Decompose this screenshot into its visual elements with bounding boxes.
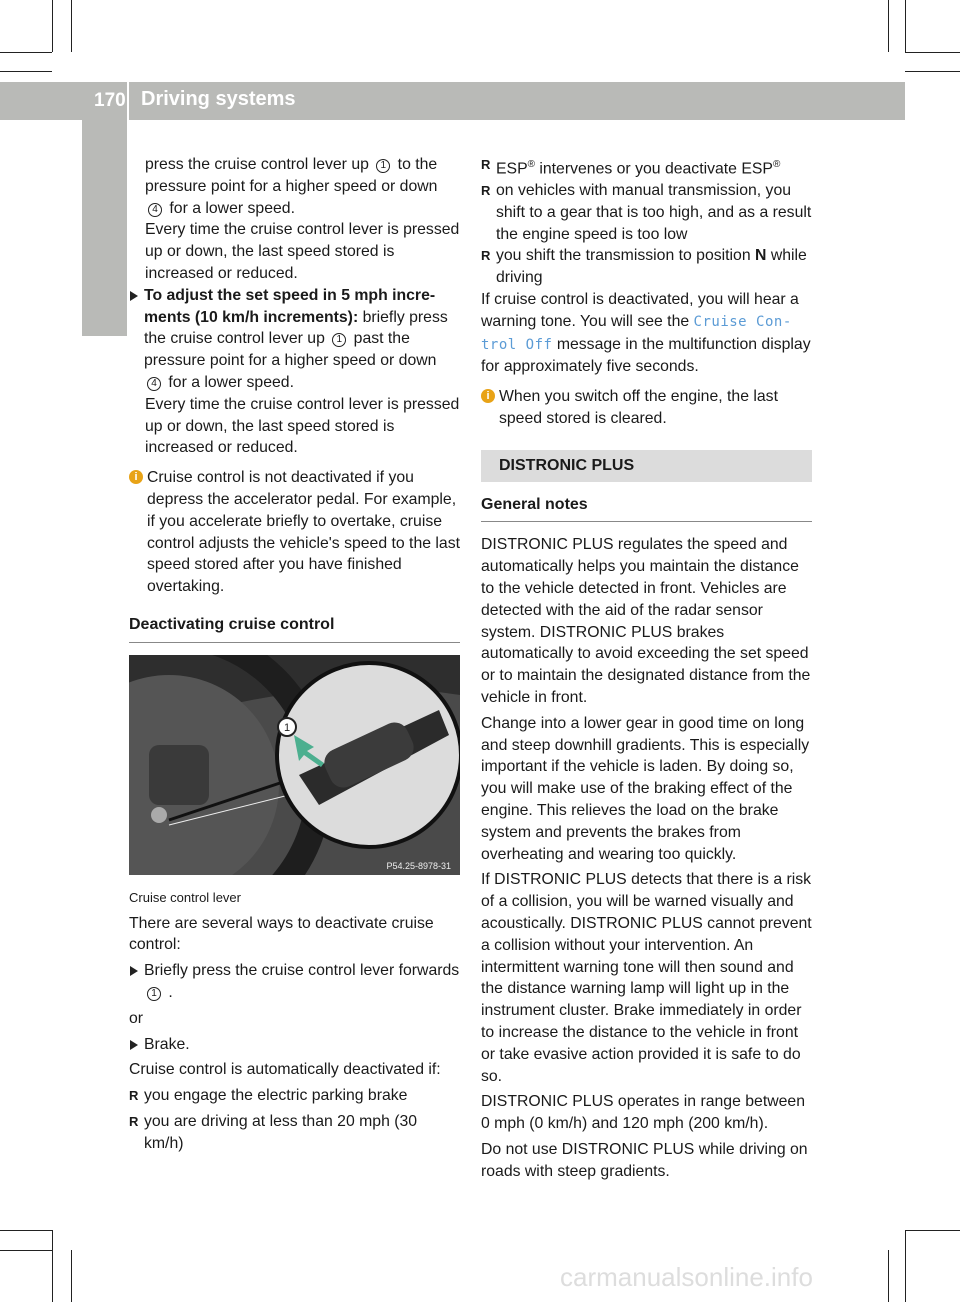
step-item: Brake.	[129, 1034, 460, 1056]
crop-mark	[71, 1250, 72, 1302]
crop-mark	[0, 52, 52, 53]
watermark: carmanualsonline.info	[560, 1262, 813, 1292]
list-item: R you shift the transmission to position N while driving	[481, 245, 812, 289]
right-column	[481, 154, 812, 1183]
callout-marker: 1	[376, 159, 390, 173]
paragraph: There are several ways to deactivate cruise control:	[129, 914, 434, 954]
side-tab-label: Driving and parking	[85, 340, 106, 519]
figure-callout: 1	[283, 721, 291, 734]
figure-caption: Cruise control lever	[129, 889, 241, 905]
crop-mark	[52, 1230, 53, 1302]
crop-mark	[0, 1230, 52, 1231]
paragraph: press the cruise control lever up 1 to the pressure point for a higher speed or down 4 for a lower speed.	[145, 156, 438, 217]
left-column	[129, 154, 460, 1155]
crop-mark	[71, 0, 72, 52]
cruise-control-lever-figure	[129, 655, 460, 875]
paragraph: Do not use DISTRONIC PLUS while driving on roads with steep gradients.	[481, 1140, 808, 1180]
step-item: To adjust the set speed in 5 mph increments (10 km/h increments): briefly press the cruise control lever up 1 past the pressure point for a higher speed or down 4 for a lower speed.	[129, 285, 460, 394]
paragraph: DISTRONIC PLUS regulates the speed and automatically helps you maintain the distance to the vehicle detected in front. Vehicles are detected with the aid of the radar sensor system. DISTRONIC PLUS brakes automatically to avoid exceeding the set speed or to maintain the designated distance from the vehicle in front.	[481, 536, 811, 706]
list-item: R you are driving at less than 20 mph (30 km/h)	[129, 1111, 460, 1155]
crop-mark	[52, 0, 53, 52]
callout-marker: 1	[332, 333, 346, 347]
info-note: i When you switch off the engine, the last speed stored is cleared.	[481, 386, 812, 430]
paragraph: If cruise control is deactivated, you will hear a warning tone. You will see the Cruise Control Off message in the multifunction display for approximately five seconds.	[481, 291, 811, 376]
list-item: R you engage the electric parking brake	[129, 1085, 460, 1107]
paragraph: Change into a lower gear in good time on long and steep downhill gradients. This is especially important if the vehicle is laden. By doing so, you will make use of the braking effect of the engine. This relieves the load on the brake system and prevents the brakes from overheating and wearing too quickly.	[481, 714, 810, 863]
page-header	[0, 82, 905, 120]
crop-mark	[0, 1250, 52, 1251]
crop-mark	[888, 1250, 889, 1302]
crop-mark	[905, 52, 960, 53]
crop-mark	[905, 1230, 906, 1302]
crop-mark	[905, 1230, 960, 1231]
crop-mark	[0, 71, 52, 72]
side-tab-box	[82, 300, 127, 336]
section-title: Driving systems	[141, 88, 296, 110]
paragraph: If DISTRONIC PLUS detects that there is a risk of a collision, you will be warned visually and acoustically. DISTRONIC PLUS cannot prevent a collision without your intervention. An intermittent warning tone will then sound and the distance warning lamp will light up in the instrument cluster. Brake immediately in order to increase the distance to the vehicle in front or take evasive action provided it is safe to do so.	[481, 871, 812, 1085]
callout-marker: 4	[148, 203, 162, 217]
page-number: 170	[94, 90, 126, 111]
info-note: i Cruise control is not deactivated if you depress the accelerator pedal. For example, if you accelerate briefly to overtake, cruise control adjusts the vehicle's speed to the last speed stored after you have finished overtaking.	[129, 467, 460, 598]
section-bar-distronic: DISTRONIC PLUS	[481, 450, 812, 482]
list-item: R ESP® intervenes or you deactivate ESP®	[481, 154, 812, 180]
step-item: Briefly press the cruise control lever forwards 1 .	[129, 960, 460, 1004]
paragraph: Cruise control is automatically deactivated if:	[129, 1061, 441, 1079]
header-divider	[127, 82, 129, 120]
crop-mark	[905, 71, 960, 72]
callout-marker: 4	[147, 377, 161, 391]
paragraph: Every time the cruise control lever is pressed up or down, the last speed stored is increased or reduced.	[145, 221, 460, 282]
heading-deactivating: Deactivating cruise control	[129, 614, 460, 643]
paragraph: or	[129, 1009, 144, 1027]
crop-mark	[905, 0, 906, 52]
paragraph: DISTRONIC PLUS operates in range between 0 mph (0 km/h) and 120 mph (200 km/h).	[481, 1093, 805, 1133]
info-icon: i	[481, 389, 495, 403]
info-icon: i	[129, 470, 143, 484]
crop-mark	[888, 0, 889, 52]
paragraph: Every time the cruise control lever is pressed up or down, the last speed stored is increased or reduced.	[145, 395, 460, 457]
heading-general-notes: General notes	[481, 494, 812, 523]
figure-code: P54.25-8978-31	[386, 860, 451, 871]
display-message: Cruise Control Off	[481, 313, 792, 353]
callout-marker: 1	[147, 987, 161, 1001]
list-item: R on vehicles with manual transmission, you shift to a gear that is too high, and as a result the engine speed is too low	[481, 180, 812, 245]
